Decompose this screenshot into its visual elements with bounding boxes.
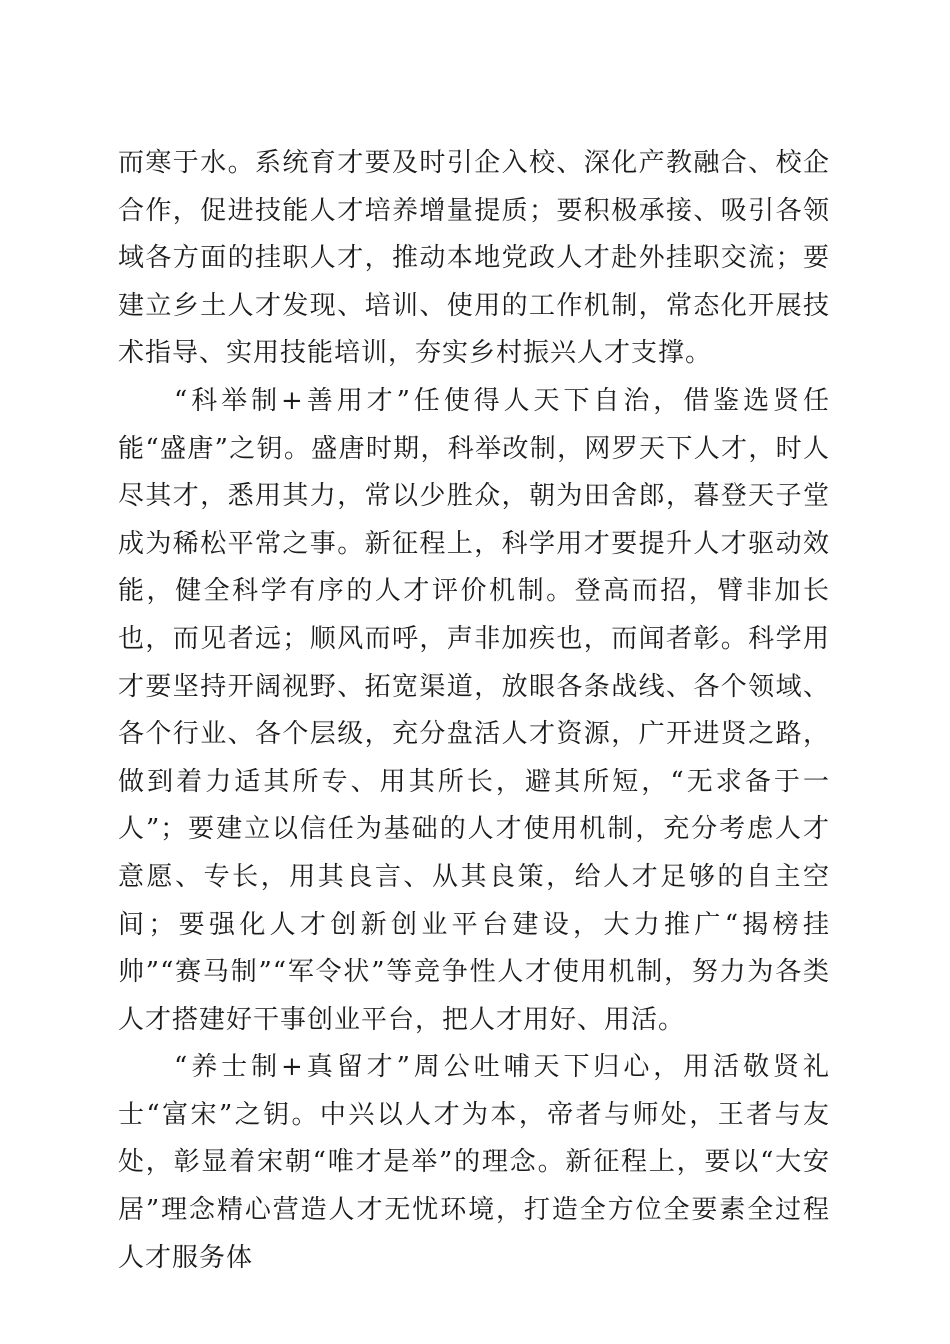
paragraph-keju: “科举制+善用才”任使得人天下自治，借鉴选贤任能“盛唐”之钥。盛唐时期，科举改制，网罗天下人才，时人尽其才，悉用其力，常以少胜众，朝为田舍郎，暮登天子堂成为稀松平常之事。新征程上，科学用才要提升人才驱动效能，健全科学有序的人才评价机制。登高而招，臂非加长也，而见者远；顺风而呼，声非加疾也，而闻者彰。科学用才要坚持开阔视野、拓宽渠道，放眼各条战线、各个领域、各个行业、各个层级，充分盘活人才资源，广开进贤之路，做到着力适其所专、用其所长，避其所短，“无求备于一人”；要建立以信任为基础的人才使用机制，充分考虑人才意愿、专长，用其良言、从其良策，给人才足够的自主空间；要强化人才创新创业平台建设，大力推广“揭榜挂帅”“赛马制”“军令状”等竞争性人才使用机制，努力为各类人才搭建好干事创业平台，把人才用好、用活。	[118, 385, 830, 1035]
document-body	[118, 140, 830, 1282]
paragraph-yangshi: “养士制+真留才”周公吐哺天下归心，用活敬贤礼士“富宋”之钥。中兴以人才为本，帝者与师处，王者与友处，彰显着宋朝“唯才是举”的理念。新征程上，要以“大安居”理念精心营造人才无忧环境，打造全方位全要素全过程人才服务体	[118, 1052, 830, 1273]
paragraph-continuation: 而寒于水。系统育才要及时引企入校、深化产教融合、校企合作，促进技能人才培养增量提质；要积极承接、吸引各领域各方面的挂职人才，推动本地党政人才赴外挂职交流；要建立乡土人才发现、培训、使用的工作机制，常态化开展技术指导、实用技能培训，夯实乡村振兴人才支撑。	[118, 148, 830, 369]
